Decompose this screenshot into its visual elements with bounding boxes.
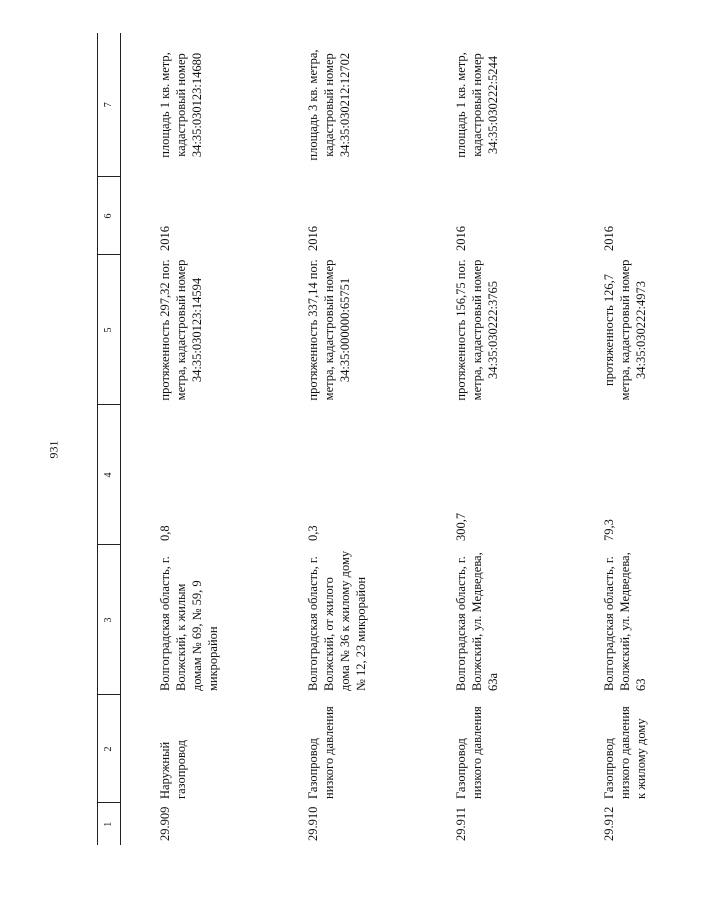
header-row: [98, 33, 121, 845]
row-number: 29.912: [602, 806, 616, 841]
object-extent: протяженность 297,32 пог. метра, кадастровый номер 34:35:030123:14594: [158, 259, 204, 401]
object-area: [565, 33, 713, 177]
object-value: 0,3: [306, 525, 320, 541]
object-value: 0,8: [158, 525, 172, 541]
object-address: Волгоградская область, г. Волжский, ул. Медведева, 63а: [454, 552, 500, 691]
object-extent: протяженность 156,75 пог. метра, кадастровый номер 34:35:030222:3765: [454, 259, 500, 401]
row-number: 29.910: [306, 806, 320, 841]
col-header: 7: [98, 33, 121, 177]
col-header: 3: [98, 545, 121, 695]
object-area: площадь 3 кв. метра, кадастровый номер 34:35:030212:12702: [306, 49, 352, 161]
object-name: Газопровод низкого давления: [454, 706, 484, 799]
object-name: Газопровод низкого давления: [306, 706, 336, 799]
object-area: площадь 1 кв. метр, кадастровый номер 34:35:030123:14680: [158, 52, 204, 158]
object-area: площадь 1 кв. метр, кадастровый номер 34:35:030222:5244: [454, 52, 500, 158]
rotated-table-container: [97, 33, 648, 845]
object-value: 79,3: [602, 519, 616, 541]
table-row: [565, 33, 713, 845]
registry-table: [97, 33, 713, 845]
col-header: 4: [98, 405, 121, 545]
col-header: 6: [98, 177, 121, 255]
object-address: Волгоградская область, г. Волжский, ул. Медведева, 63: [602, 552, 648, 691]
object-year: 2016: [158, 226, 172, 251]
object-year: 2016: [306, 226, 320, 251]
object-year: 2016: [602, 226, 616, 251]
row-number: 29.909: [158, 806, 172, 841]
object-value: 300,7: [454, 512, 468, 541]
object-address: Волгоградская область, г. Волжский, к жилым домам № 69, № 59, 9 микрорайон: [158, 556, 220, 691]
table-row: [121, 33, 270, 845]
object-name: Газопровод низкого давления к жилому дому: [602, 706, 648, 799]
object-name: Наружный газопровод: [158, 739, 188, 799]
col-header: 2: [98, 695, 121, 803]
table-row: [417, 33, 565, 845]
row-number: 29.911: [454, 807, 468, 841]
col-header: 5: [98, 255, 121, 405]
table-row: [269, 33, 417, 845]
object-extent: протяженность 126,7 метра, кадастровый номер 34:35:030222:4973: [602, 259, 648, 401]
object-year: 2016: [454, 226, 468, 251]
col-header: 1: [98, 803, 121, 845]
object-extent: протяженность 337,14 пог. метра, кадастровый номер 34:35:000000:65751: [306, 259, 352, 401]
page-number: 931: [46, 440, 61, 459]
object-address: Волгоградская область, г. Волжский, от жилого дома № 36 к жилому дому № 12, 23 микрорайон: [306, 550, 368, 691]
